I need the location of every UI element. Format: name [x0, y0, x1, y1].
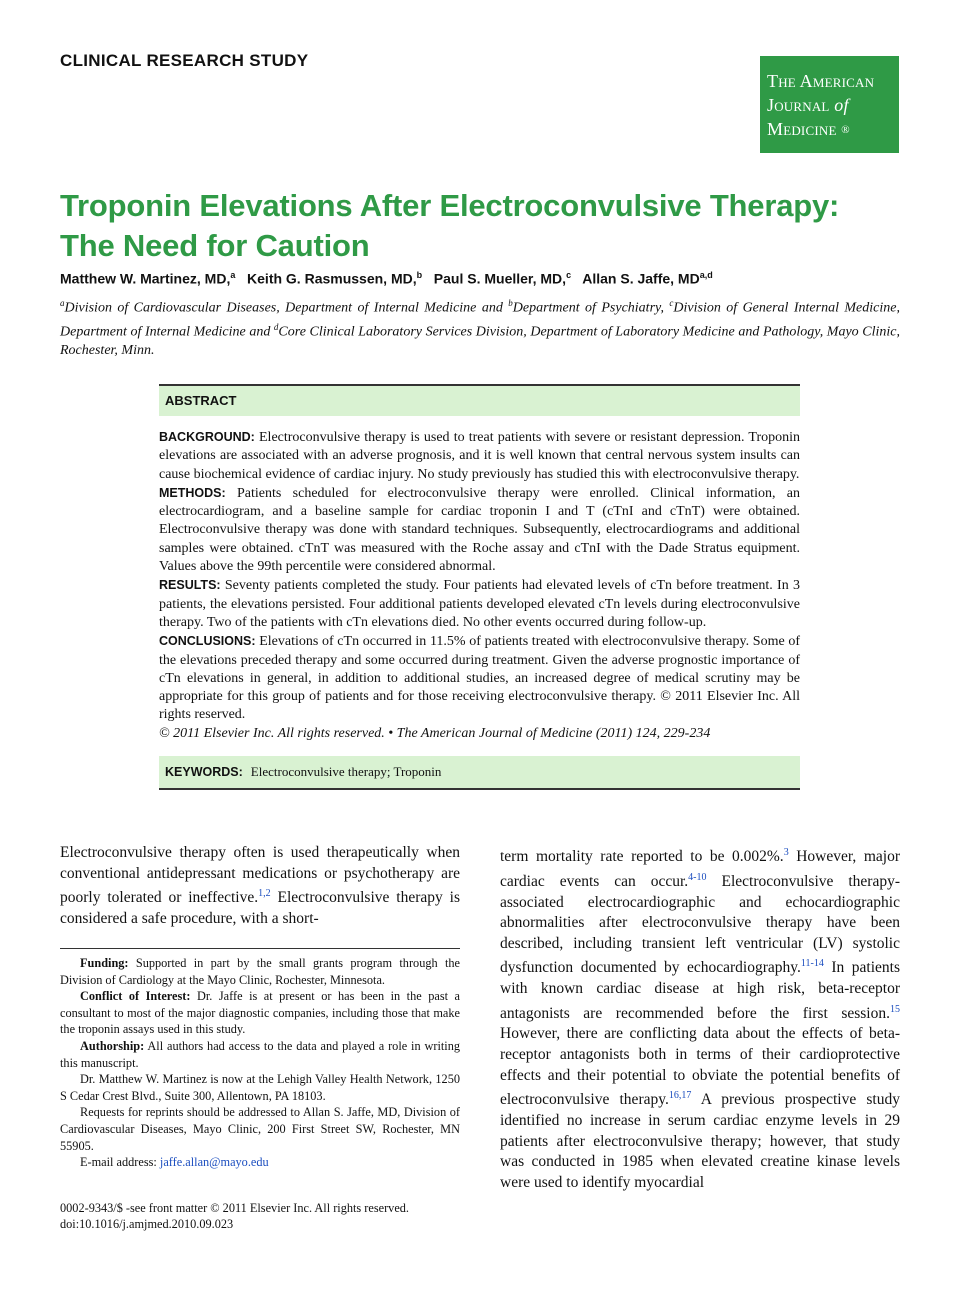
- reference-link[interactable]: 11-14: [800, 958, 824, 970]
- abstract-background: BACKGROUND: Electroconvulsive therapy is used to treat patients with severe or resistant depression. Troponin elevations are associated with an adverse prognosis, and it is well known that central nervous system insults can cause biochemical evidence of cardiac injury. No study previously has studied this with electroconvulsive therapy.: [159, 430, 800, 482]
- footnote-reprints: Requests for reprints should be addressed to Allan S. Jaffe, MD, Division of Cardiovascular Diseases, Mayo Clinic, 200 First Street SW, Rochester, MN 55905.: [60, 1105, 460, 1153]
- footnote-funding: Funding: Supported in part by the small grants program through the Division of Cardiology at the Mayo Clinic, Rochester, Minnesota.: [60, 956, 460, 987]
- author-name: Keith G. Rasmussen, MD,: [247, 270, 417, 287]
- author-name: Matthew W. Martinez, MD,: [60, 270, 231, 287]
- author-list: Matthew W. Martinez, MD,$^a$ Keith G. Rasmussen, MD,$^b$ Paul S. Mueller, MD,$^c$ Allan S. Jaffe, MD$^{a,d}$: [60, 270, 713, 287]
- abstract-body: [159, 416, 800, 743]
- abstract-box: [159, 384, 800, 790]
- abstract-conclusions: CONCLUSIONS: Elevations of cTn occurred in 11.5% of patients treated with electroconvulsive therapy. Some of the elevations preceded therapy and some occurred during treatment. Given the adverse prognostic importance of cTn elevations in general, in addition to additional studies, an increased degree of medical scrutiny may be appropriate for this group of patients and for those receiving electroconvulsive therapy. © 2011 Elsevier Inc. All rights reserved.: [159, 634, 800, 723]
- abstract-results: RESULTS: Seventy patients completed the study. Four patients had elevated levels of cTn before treatment. In 3 patients, the elevations persisted. Four additional patients developed elevated cTn levels during electroconvulsive therapy. Two of the patients with cTn elevations died. No other events occurred during follow-up.: [159, 578, 800, 630]
- reference-link[interactable]: 4-10: [688, 871, 707, 883]
- footnote-authorship: Authorship: All authors had access to the data and played a role in writing this manuscript.: [60, 1038, 460, 1070]
- footnote-martinez: Dr. Matthew W. Martinez is now at the Lehigh Valley Health Network, 1250 S Cedar Crest Blvd., Suite 300, Allentown, PA 18103.: [60, 1072, 460, 1103]
- publication-info: [60, 1200, 480, 1233]
- author-name: Allan S. Jaffe, MD: [582, 270, 700, 287]
- reference-link[interactable]: 1,2: [258, 888, 271, 900]
- abstract-heading: ABSTRACT: [159, 386, 800, 416]
- journal-logo-line1: The American: [767, 71, 875, 91]
- affiliations: $^a$Division of Cardiovascular Diseases, Department of Internal Medicine and $^b$Department of Psychiatry, $^c$Division of General Internal Medicine, Department of Internal Medicine and $^d$Core Clinical Laboratory Services Division, Department of Laboratory Medicine and Pathology, Mayo Clinic, Rochester, Minn.: [60, 298, 900, 359]
- body-paragraph: term mortality rate reported to be 0.002%.$^3$ However, major cardiac events can occur.$^{4-10}$ Electroconvulsive therapy-associated electrocardiographic and echocardiographic abnormalities after electroconvulsive therapy have been described, including transient left ventricular (LV) systolic dysfunction documented by echocardiography.$^{11-14}$ In patients with known cardiac disease at high risk, beta-receptor antagonists are recommended before the first session.$^{15}$ However, there are conflicting data about the effects of beta-receptor antagonists both in terms of their cardioprotective effects and their potential to obviate the potential benefits of electroconvulsive therapy.$^{16,17}$ A previous prospective study identified no increase in serum cardiac enzyme levels in 29 patients after electroconvulsive therapy; however, that study was conducted in 1985 when elevated creatine kinase levels were used to identify myocardial: [500, 847, 900, 1191]
- keywords-bar: KEYWORDS: Electroconvulsive therapy; Troponin: [159, 756, 800, 790]
- section-label: CLINICAL RESEARCH STUDY: [60, 51, 309, 70]
- journal-logo-line3: Medicine ®: [767, 119, 850, 139]
- abstract-methods: METHODS: Patients scheduled for electroconvulsive therapy were enrolled. Clinical information, an electrocardiogram, and a baseline sample for cardiac troponin I and T (cTnI and cTnT) were obtained. Electroconvulsive therapy was done with standard techniques. Subsequently, electrocardiograms and additional samples were obtained. cTnT was measured with the Roche assay and cTnI with the Dade Stratus equipment. Values above the 99th percentile were considered abnormal.: [159, 485, 800, 575]
- footnote-conflict: Conflict of Interest: Dr. Jaffe is at present or has been in the past a consultant to most of the major diagnostic companies, including those that make the troponin assays used in this study.: [60, 989, 461, 1037]
- abstract-citation: © 2011 Elsevier Inc. All rights reserved. • The American Journal of Medicine (2011) 124, 229-234: [159, 725, 711, 741]
- reference-link[interactable]: 16,17: [668, 1090, 692, 1102]
- article-title: Troponin Elevations After Electroconvulsive Therapy: The Need for Caution: [60, 188, 840, 263]
- body-column-left: [60, 843, 460, 930]
- issn-line: 0002-9343/$ -see front matter © 2011 Elsevier Inc. All rights reserved.: [60, 1201, 410, 1215]
- email-link[interactable]: jaffe.allan@mayo.edu: [159, 1155, 269, 1170]
- footnote-email: E-mail address: jaffe.allan@mayo.edu: [80, 1155, 269, 1170]
- body-paragraph: Electroconvulsive therapy often is used therapeutically when conventional antidepressant medications or psychotherapy are poorly tolerated or ineffective.$^{1,2}$ Electroconvulsive therapy is considered a safe procedure, with a short-: [60, 844, 460, 927]
- author-name: Paul S. Mueller, MD,: [433, 270, 567, 287]
- reference-link[interactable]: 3: [783, 847, 789, 858]
- doi-line: doi:10.1016/j.amjmed.2010.09.023: [60, 1217, 234, 1232]
- journal-logo: [760, 56, 899, 153]
- body-column-right: [500, 843, 900, 1193]
- journal-logo-line2: Journal of: [767, 95, 849, 115]
- keywords-list: Electroconvulsive therapy; Troponin: [250, 764, 442, 780]
- reference-link[interactable]: 15: [890, 1003, 900, 1015]
- footnotes: [60, 948, 460, 1171]
